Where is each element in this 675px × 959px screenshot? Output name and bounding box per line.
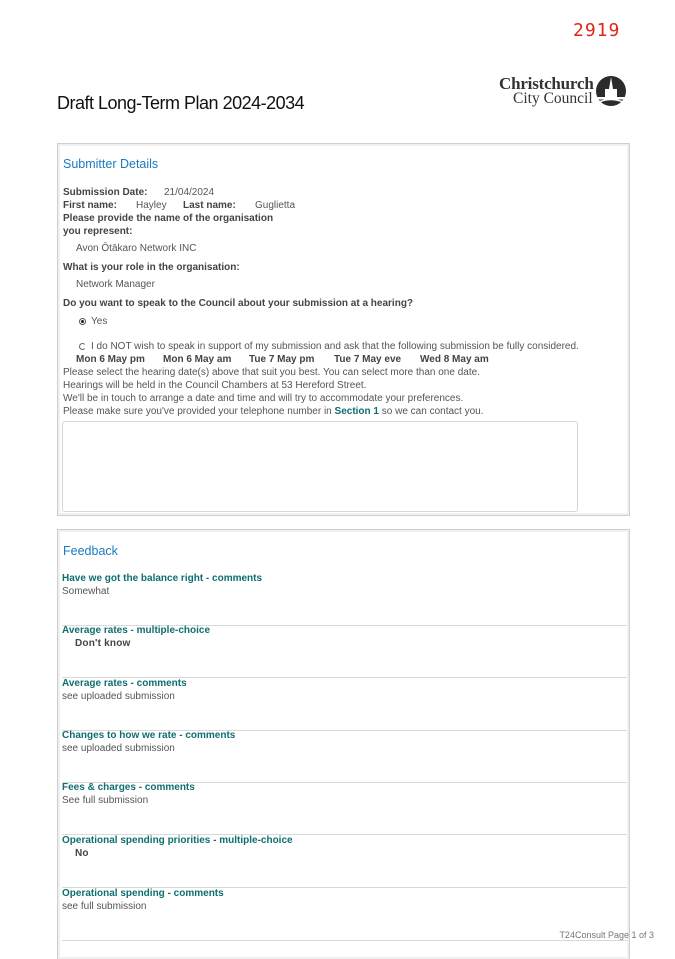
hearing-yes-label: Yes xyxy=(91,316,108,327)
page-number-stamp: 2919 xyxy=(573,20,621,41)
logo-text-line1: Christchurch xyxy=(499,74,594,93)
page-footer: T24Consult Page 1 of 3 xyxy=(559,930,654,940)
feedback-question: Changes to how we rate - comments xyxy=(62,730,236,741)
feedback-question: Operational spending priorities - multiple-choice xyxy=(62,835,293,846)
organisation-question-line2: you represent: xyxy=(63,226,133,237)
feedback-question: Operational spending - comments xyxy=(62,888,224,899)
feedback-item xyxy=(62,730,627,783)
cathedral-logo-icon xyxy=(595,75,627,107)
document-title: Draft Long-Term Plan 2024-2034 xyxy=(57,93,305,113)
hearing-date-option[interactable]: Tue 7 May eve xyxy=(334,354,402,365)
hearing-info-line: We'll be in touch to arrange a date and time and will try to accommodate your preferences. xyxy=(63,393,464,404)
organisation-question-line1: Please provide the name of the organisation xyxy=(63,213,274,224)
section-1-link[interactable]: Section 1 xyxy=(334,406,379,417)
hearing-info-line: Hearings will be held in the Council Chambers at 53 Hereford Street. xyxy=(63,380,367,391)
feedback-answer: No xyxy=(75,848,89,859)
feedback-panel xyxy=(57,529,630,959)
role-question: What is your role in the organisation: xyxy=(63,262,240,273)
feedback-answer: See full submission xyxy=(62,795,149,806)
feedback-item xyxy=(62,835,627,888)
feedback-question: Have we got the balance right - comments xyxy=(62,573,263,584)
last-name-label: Last name: xyxy=(183,200,236,211)
logo-text-line2: City Council xyxy=(513,90,593,107)
submitter-details-panel xyxy=(57,143,630,516)
feedback-answer: see uploaded submission xyxy=(62,743,175,754)
hearing-question: Do you want to speak to the Council about your submission at a hearing? xyxy=(63,298,414,309)
role-value: Network Manager xyxy=(76,279,155,290)
hearing-no-radio[interactable] xyxy=(79,343,86,350)
feedback-item xyxy=(62,573,627,626)
feedback-item xyxy=(62,888,627,941)
hearing-date-option[interactable]: Wed 8 May am xyxy=(420,354,489,365)
feedback-item xyxy=(62,782,627,835)
feedback-answer: see uploaded submission xyxy=(62,691,175,702)
submitter-section-title: Submitter Details xyxy=(63,157,159,171)
submission-date-label: Submission Date: xyxy=(63,187,148,198)
hearing-date-option[interactable]: Mon 6 May am xyxy=(163,354,232,365)
feedback-answer: see full submission xyxy=(62,901,147,912)
hearing-date-option[interactable]: Tue 7 May pm xyxy=(249,354,315,365)
hearing-date-option[interactable]: Mon 6 May pm xyxy=(76,354,145,365)
hearing-info-line xyxy=(63,405,484,418)
hearing-no-label: I do NOT wish to speak in support of my submission and ask that the following submission be fully considered. xyxy=(91,341,579,352)
feedback-question: Average rates - multiple-choice xyxy=(62,625,211,636)
feedback-item xyxy=(62,678,627,731)
first-name-value: Hayley xyxy=(136,200,167,211)
feedback-section-title: Feedback xyxy=(63,544,118,558)
organisation-name-value: Avon Ōtākaro Network INC xyxy=(76,243,197,254)
hearing-notes-textarea[interactable] xyxy=(62,421,578,512)
hearing-yes-radio[interactable] xyxy=(79,318,86,325)
first-name-label: First name: xyxy=(63,200,117,211)
feedback-answer: Somewhat xyxy=(62,586,110,597)
feedback-question: Fees & charges - comments xyxy=(62,782,195,793)
council-logo xyxy=(499,74,629,110)
submission-date-value: 21/04/2024 xyxy=(164,187,215,198)
hearing-info-line: Please select the hearing date(s) above that suit you best. You can select more than one date. xyxy=(63,367,480,378)
feedback-question: Average rates - comments xyxy=(62,678,187,689)
feedback-answer: Don't know xyxy=(75,638,131,649)
info-line4-text: Please make sure you've provided your telephone number in xyxy=(63,406,332,417)
feedback-item xyxy=(62,625,627,678)
info-line4-text-end: so we can contact you. xyxy=(381,406,484,417)
last-name-value: Guglietta xyxy=(255,200,296,211)
